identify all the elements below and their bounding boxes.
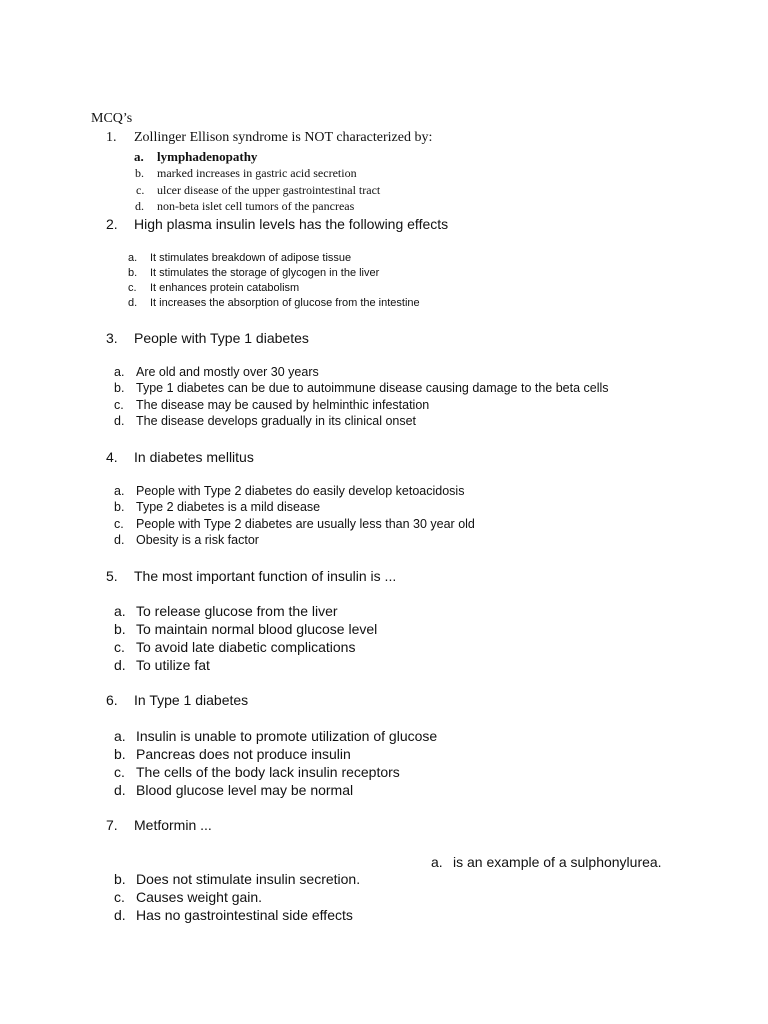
question-2-option-d-letter: d. bbox=[128, 297, 138, 309]
question-5-option-d-text: To utilize fat bbox=[136, 657, 210, 673]
question-1-option-d-letter: d. bbox=[135, 199, 144, 213]
question-5-option-c-letter: c. bbox=[114, 639, 125, 655]
question-7-option-a-letter: a. bbox=[431, 854, 443, 870]
question-6-option-d-text: Blood glucose level may be normal bbox=[136, 782, 354, 798]
question-5-text: The most important function of insulin is ... bbox=[134, 568, 397, 584]
question-7-option-d-letter: d. bbox=[114, 907, 126, 923]
question-3-option-b-letter: b. bbox=[114, 381, 125, 395]
question-6-text: In Type 1 diabetes bbox=[134, 692, 249, 708]
question-1-option-d-text: non-beta islet cell tumors of the pancreas bbox=[157, 199, 355, 213]
question-3-text: People with Type 1 diabetes bbox=[134, 330, 309, 346]
question-2-option-c-text: It enhances protein catabolism bbox=[150, 282, 300, 294]
question-4-option-d-text: Obesity is a risk factor bbox=[136, 533, 259, 547]
question-4-option-a-letter: a. bbox=[114, 484, 125, 498]
question-1-number: 1. bbox=[106, 130, 117, 145]
question-1-option-a-letter: a. bbox=[134, 149, 144, 164]
question-6-option-b-letter: b. bbox=[114, 746, 126, 762]
question-4-option-b-text: Type 2 diabetes is a mild disease bbox=[136, 500, 321, 514]
question-5-option-d-letter: d. bbox=[114, 657, 126, 673]
question-5-number: 5. bbox=[106, 568, 118, 584]
question-2-text: High plasma insulin levels has the following effects bbox=[134, 216, 449, 232]
question-3-option-d-text: The disease develops gradually in its clinical onset bbox=[136, 414, 417, 428]
question-5-option-b-letter: b. bbox=[114, 621, 126, 637]
question-7-option-c-text: Causes weight gain. bbox=[136, 889, 263, 905]
question-4-option-c-letter: c. bbox=[114, 517, 124, 531]
question-1-option-b-text: marked increases in gastric acid secretion bbox=[157, 166, 357, 180]
question-3-number: 3. bbox=[106, 330, 118, 346]
question-6-option-b-text: Pancreas does not produce insulin bbox=[136, 746, 351, 762]
question-1-option-c-text: ulcer disease of the upper gastrointestinal tract bbox=[157, 183, 381, 197]
question-3-option-d-letter: d. bbox=[114, 414, 125, 428]
question-4-text: In diabetes mellitus bbox=[134, 449, 254, 465]
question-6-option-a-letter: a. bbox=[114, 728, 126, 744]
question-1-option-b-letter: b. bbox=[135, 166, 144, 180]
question-6-number: 6. bbox=[106, 692, 118, 708]
question-6-option-d-letter: d. bbox=[114, 782, 126, 798]
question-4-option-b-letter: b. bbox=[114, 500, 125, 514]
question-4-option-d-letter: d. bbox=[114, 533, 125, 547]
question-7-option-b-letter: b. bbox=[114, 871, 126, 887]
question-6-option-c-letter: c. bbox=[114, 764, 125, 780]
question-3-option-c-letter: c. bbox=[114, 398, 124, 412]
question-3-option-a-text: Are old and mostly over 30 years bbox=[136, 365, 319, 379]
question-7-option-d-text: Has no gastrointestinal side effects bbox=[136, 907, 353, 923]
question-3-option-b-text: Type 1 diabetes can be due to autoimmune disease causing damage to the beta cells bbox=[136, 381, 609, 395]
question-2-option-a-text: It stimulates breakdown of adipose tissue bbox=[150, 252, 352, 264]
question-2-option-d-text: It increases the absorption of glucose from the intestine bbox=[150, 297, 420, 309]
question-5-option-a-letter: a. bbox=[114, 603, 126, 619]
question-2-number: 2. bbox=[106, 216, 118, 232]
question-7-option-c-letter: c. bbox=[114, 889, 125, 905]
question-7-number: 7. bbox=[106, 817, 118, 833]
question-5-option-c-text: To avoid late diabetic complications bbox=[136, 639, 356, 655]
question-4-number: 4. bbox=[106, 449, 118, 465]
question-2-option-b-text: It stimulates the storage of glycogen in the liver bbox=[150, 267, 380, 279]
question-2-option-c-letter: c. bbox=[128, 282, 137, 294]
question-5-option-b-text: To maintain normal blood glucose level bbox=[136, 621, 378, 637]
page-title: MCQ’s bbox=[91, 111, 133, 126]
question-7-option-b-text: Does not stimulate insulin secretion. bbox=[136, 871, 361, 887]
question-4-option-a-text: People with Type 2 diabetes do easily develop ketoacidosis bbox=[136, 484, 465, 498]
question-1-text: Zollinger Ellison syndrome is NOT characterized by: bbox=[134, 130, 433, 145]
question-3-option-c-text: The disease may be caused by helminthic infestation bbox=[136, 398, 430, 412]
question-3-option-a-letter: a. bbox=[114, 365, 125, 379]
question-7-text: Metformin ... bbox=[134, 817, 212, 833]
question-2-option-b-letter: b. bbox=[128, 267, 138, 279]
question-1-option-a-text: lymphadenopathy bbox=[157, 149, 258, 164]
question-4-option-c-text: People with Type 2 diabetes are usually less than 30 year old bbox=[136, 517, 475, 531]
question-2-option-a-letter: a. bbox=[128, 252, 138, 264]
question-1-option-c-letter: c. bbox=[136, 183, 145, 197]
question-5-option-a-text: To release glucose from the liver bbox=[136, 603, 338, 619]
question-6-option-a-text: Insulin is unable to promote utilization of glucose bbox=[136, 728, 438, 744]
question-6-option-c-text: The cells of the body lack insulin receptors bbox=[136, 764, 400, 780]
question-7-option-a-text: is an example of a sulphonylurea. bbox=[453, 854, 662, 870]
